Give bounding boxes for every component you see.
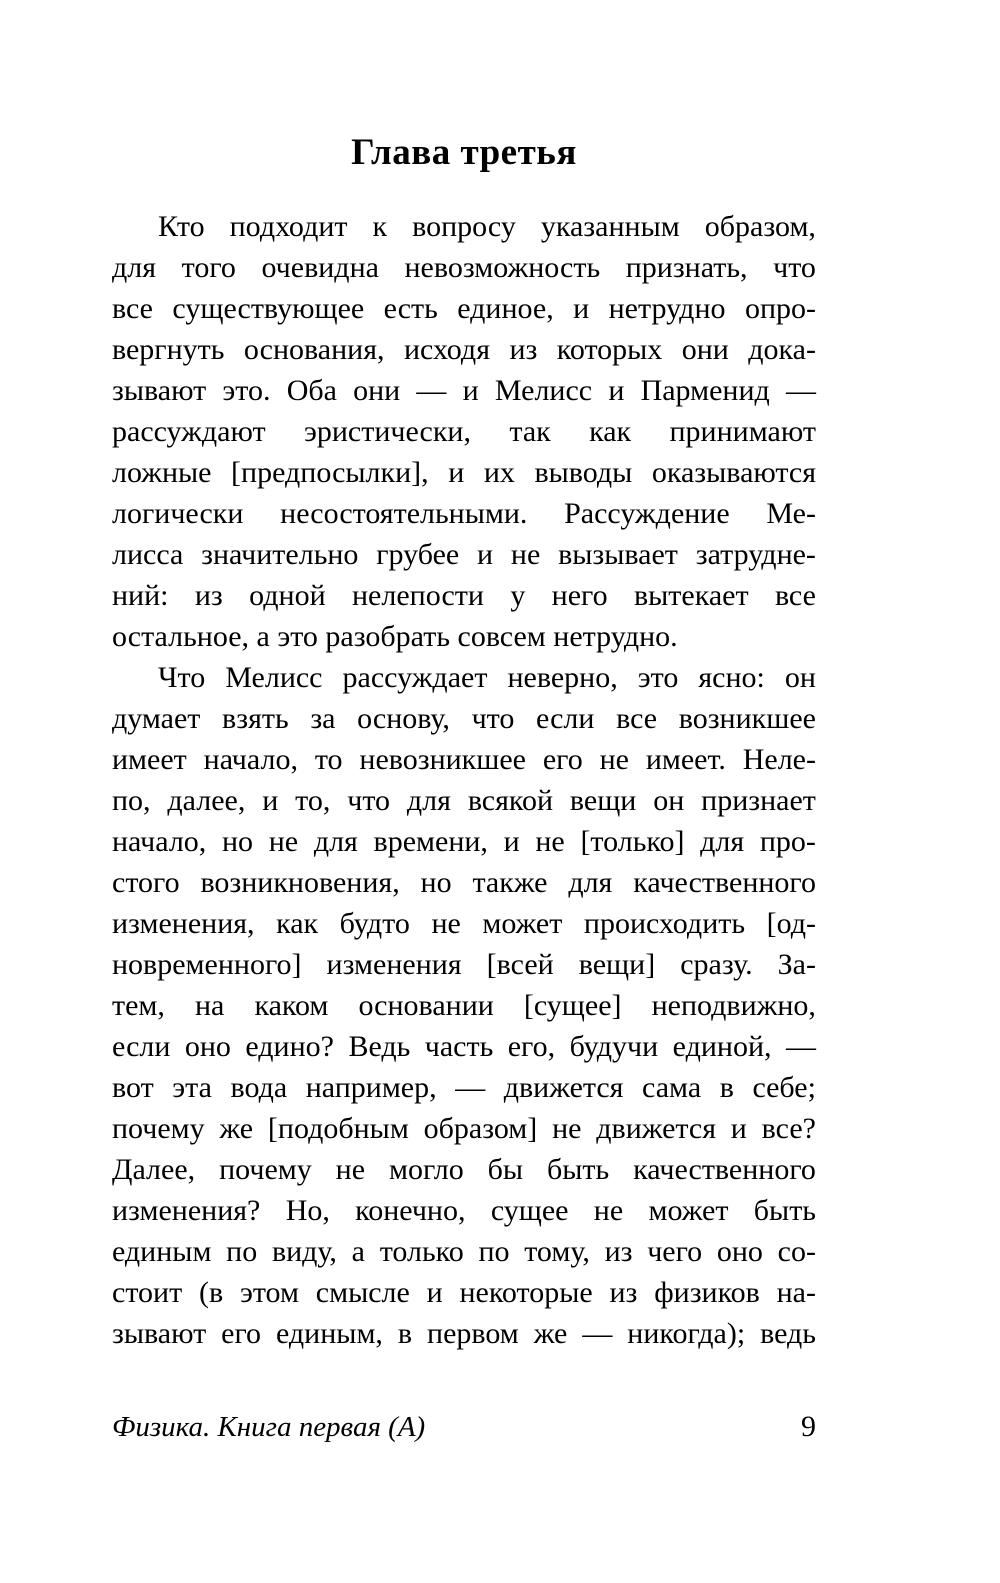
text-line: лисса значительно грубее и не вызывает затрудне- bbox=[112, 538, 816, 571]
text-line: тем, на каком основании [сущее] неподвижно, bbox=[112, 989, 816, 1022]
text-line: Кто подходит к вопросу указанным образом, bbox=[158, 210, 816, 243]
page-number: 9 bbox=[801, 1410, 816, 1443]
text-line: единым по виду, а только по тому, из чего оно со- bbox=[112, 1235, 816, 1268]
text-line: зывают его единым, в первом же — никогда); ведь bbox=[112, 1317, 816, 1350]
text-line: думает взять за основу, что если все возникшее bbox=[112, 702, 816, 735]
chapter-title: Глава третья bbox=[351, 132, 577, 173]
text-line: если оно едино? Ведь часть его, будучи единой, — bbox=[112, 1030, 816, 1063]
paragraph bbox=[112, 206, 816, 657]
text-line: новременного] изменения [всей вещи] сразу. За- bbox=[112, 948, 816, 981]
page-footer bbox=[112, 1406, 816, 1448]
body-text bbox=[112, 206, 816, 1354]
text-line: вот эта вода например, — движется сама в себе; bbox=[112, 1071, 816, 1104]
text-line: логически несостоятельными. Рассуждение Ме- bbox=[112, 497, 816, 530]
text-line: остальное, а это разобрать совсем нетрудно. bbox=[112, 620, 678, 653]
text-line: Что Мелисс рассуждает неверно, это ясно: он bbox=[158, 661, 816, 694]
running-title: Физика. Книга первая (А) bbox=[112, 1411, 426, 1443]
text-line: начало, но не для времени, и не [только] для про- bbox=[112, 825, 816, 858]
text-line: для того очевидна невозможность признать, что bbox=[112, 251, 816, 284]
paragraph bbox=[112, 657, 816, 1354]
text-line: стоит (в этом смысле и некоторые из физиков на- bbox=[112, 1276, 816, 1309]
text-line: зывают это. Оба они — и Мелисс и Парменид — bbox=[112, 374, 816, 407]
text-line: имеет начало, то невозникшее его не имеет. Неле- bbox=[112, 743, 816, 776]
text-line: изменения? Но, конечно, сущее не может быть bbox=[112, 1194, 816, 1227]
text-line: вергнуть основания, исходя из которых они дока- bbox=[112, 333, 816, 366]
text-line: изменения, как будто не может происходить [од- bbox=[112, 907, 816, 940]
text-line: почему же [подобным образом] не движется и все? bbox=[112, 1112, 816, 1145]
text-line: стого возникновения, но также для качественного bbox=[112, 866, 816, 899]
text-line: Далее, почему не могло бы быть качественного bbox=[112, 1153, 816, 1186]
text-line: ложные [предпосылки], и их выводы оказываются bbox=[112, 456, 816, 489]
text-line: ний: из одной нелепости у него вытекает все bbox=[112, 579, 816, 612]
text-line: по, далее, и то, что для всякой вещи он признает bbox=[112, 784, 816, 817]
text-line: все существующее есть единое, и нетрудно опро- bbox=[112, 292, 816, 325]
text-line: рассуждают эристически, так как принимают bbox=[112, 415, 816, 448]
